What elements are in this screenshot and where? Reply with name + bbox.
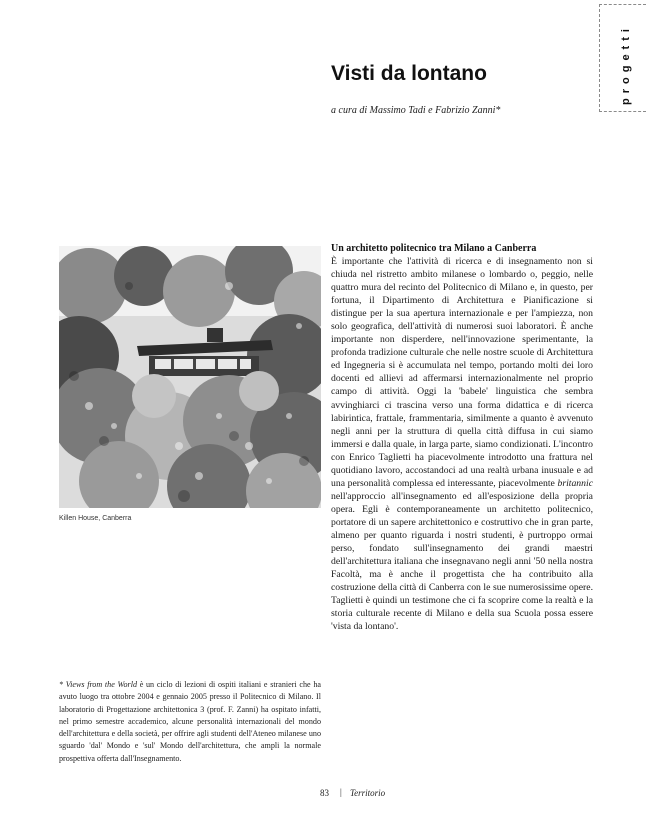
photo-caption: Killen House, Canberra bbox=[59, 515, 132, 522]
house-photo bbox=[59, 246, 321, 508]
footnote-lead: * Views from the World bbox=[59, 680, 137, 689]
article-body bbox=[331, 255, 593, 633]
page-title: Visti da lontano bbox=[331, 62, 487, 85]
journal-name: Territorio bbox=[350, 788, 386, 798]
footnote-text: è un ciclo di lezioni di ospiti italiani e stranieri che ha avuto luogo tra ottobre 2004 e gennaio 2005 presso il Politecnico di Milano. Il laboratorio di Progettazione architettonica 3 (prof. F. Zanni) ha ospitato infatti, nel primo semestre accademico, alcune personalità internazionali del mondo dell'architettura e della società, per offrire agli studenti dell'Ateneo milanese uno sguardo 'dal' Mondo e 'sul' Mondo dell'architettura, che ampli la normale prospettiva offerta dall'Insegnamento. bbox=[59, 680, 321, 763]
article-body-italic: britannic bbox=[557, 477, 593, 489]
footer-separator: | bbox=[340, 787, 342, 797]
house-photo-image bbox=[59, 246, 321, 508]
article bbox=[331, 243, 593, 633]
article-body-part-1: È importante che l'attività di ricerca e di insegnamento non si chiuda nel ristretto ambito milanese o lombardo o, peggio, nelle quattro mura del recinto del Politecnico di Milano e, in questo, per fortuna, il Dipartimento di Architettura e Pianificazione si distingue per la sua apertura internazionale e per l'ampiezza, non solo geografica, dell'attività di numerosi suoi laboratori. È anche importante non disperdere, nell'innovazione sperimentante, la profonda tradizione culturale che nelle nostre scuole di Architettura ed Ingegneria si è accumulata nel tempo, portando molti dei loro docenti ed allievi ad affermarsi internazionalmente nel proprio campo di attività. Oggi la 'babele' linguistica che sembra avvinghiarci ci trascina verso una forma didattica e di ricerca labirintica, frattale, frammentaria, similmente a quanto è avvenuto negli anni per la struttura di quella città diffusa in cui siamo immersi e dalla quale, in larga parte, siamo condizionati. L'incontro con Enrico Taglietti ha piacevolmente introdotto una frattura nel quotidiano lavoro, accostandoci ad una realtà urbana inusuale e ad una personalità complessa ed interessante, piacevolmente bbox=[331, 256, 593, 489]
footnote bbox=[59, 679, 321, 765]
section-tab bbox=[599, 4, 646, 112]
article-body-part-3: nell'approccio all'insegnamento ed all'esposizione della propria opera. Egli è contemporaneamente un architetto politecnico, portatore di un sapere architettonico e costruttivo che in gran parte, almeno per quanto riguarda i nostri studenti, è purtroppo ormai perso, fondato sull'insegnamento dei grandi maestri dell'architettura italiana che insegnavano negli anni '50 nella nostra Facoltà, ma è anche il progettista che ha contribuito alla costruzione della città di Canberra con le sue numerosissime opere. Taglietti è quindi un testimone che ci fa scoprire come la realtà e la storia culturale recente di Milano e della sua Scuola possa essere 'vista da lontano'. bbox=[331, 490, 593, 633]
article-heading: Un architetto politecnico tra Milano a Canberra bbox=[331, 243, 537, 254]
page-number: 83 bbox=[320, 788, 329, 798]
byline: a cura di Massimo Tadi e Fabrizio Zanni* bbox=[331, 105, 501, 116]
section-tab-label: progetti bbox=[620, 24, 632, 105]
